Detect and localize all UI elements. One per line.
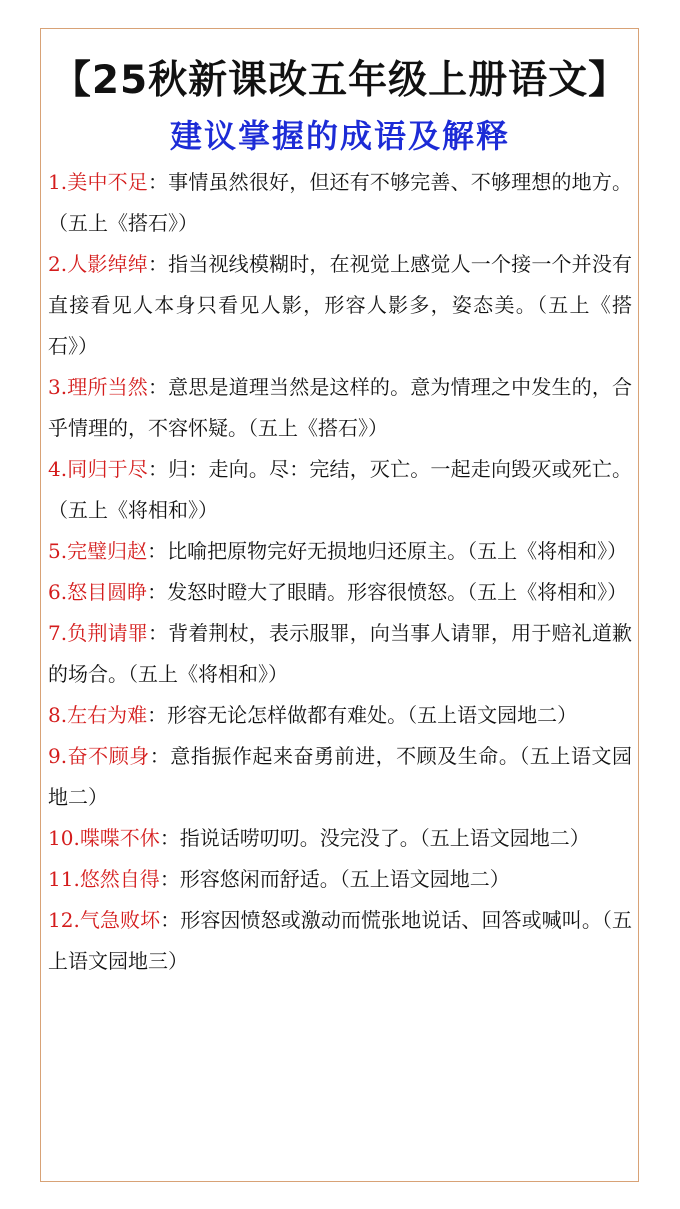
entry-number: 2. [48, 252, 68, 276]
idiom-definition: ：形容悠闲而舒适。（五上语文园地二） [159, 867, 510, 891]
idiom-term: 怒目圆睁 [67, 580, 148, 604]
idiom-definition: ：事情虽然很好，但还有不够完善、不够理想的地方。（五上《搭石》） [48, 170, 633, 235]
idiom-definition: ：发怒时瞪大了眼睛。形容很愤怒。（五上《将相和》） [147, 580, 628, 604]
entry-number: 9. [48, 744, 68, 768]
idiom-term: 气急败坏 [79, 908, 161, 932]
idiom-term: 左右为难 [67, 703, 148, 727]
idiom-definition: ：指当视线模糊时，在视觉上感觉人一个接一个并没有直接看见人本身只看见人影，形容人影多，姿态美。（五上《搭石》） [48, 252, 633, 358]
document-title: 【25秋新课改五年级上册语文】 [51, 58, 629, 103]
idiom-entry [48, 818, 632, 859]
idiom-term: 喋喋不休 [79, 826, 160, 850]
idiom-term: 同归于尽 [67, 457, 148, 481]
entry-number: 7. [48, 621, 68, 645]
idiom-entry [48, 859, 632, 900]
idiom-entry [48, 531, 632, 572]
idiom-definition: ：意思是道理当然是这样的。意为情理之中发生的，合乎情理的，不容怀疑。（五上《搭石》） [48, 375, 633, 440]
entry-number: 12. [48, 908, 80, 932]
idiom-definition: ：比喻把原物完好无损地归还原主。（五上《将相和》） [147, 539, 628, 563]
idiom-term: 完璧归赵 [67, 539, 148, 563]
idiom-entry [48, 736, 632, 818]
entry-number: 6. [48, 580, 68, 604]
entry-number: 3. [48, 375, 68, 399]
idiom-entry [48, 695, 632, 736]
idiom-term: 悠然自得 [79, 867, 160, 891]
idiom-definition: ：归：走向。尽：完结，灭亡。一起走向毁灭或死亡。（五上《将相和》） [48, 457, 633, 522]
entry-number: 4. [48, 457, 68, 481]
idiom-entry [48, 367, 632, 449]
idiom-entry [48, 244, 632, 367]
idiom-term: 美中不足 [67, 170, 148, 194]
idiom-term: 理所当然 [67, 375, 148, 399]
entry-number: 10. [48, 826, 80, 850]
idiom-entry [48, 449, 632, 531]
idiom-term: 负荆请罪 [67, 621, 148, 645]
idiom-definition: ：意指振作起来奋勇前进，不顾及生命。（五上语文园地二） [48, 744, 633, 809]
idiom-list [48, 162, 632, 982]
idiom-entry [48, 613, 632, 695]
idiom-entry [48, 572, 632, 613]
idiom-definition: ：形容无论怎样做都有难处。（五上语文园地二） [147, 703, 578, 727]
document-subtitle: 建议掌握的成语及解释 [169, 117, 510, 155]
idiom-entry [48, 900, 632, 982]
entry-number: 1. [48, 170, 68, 194]
idiom-term: 奋不顾身 [67, 744, 150, 768]
idiom-definition: ：指说话唠叨叨。没完没了。（五上语文园地二） [159, 826, 590, 850]
entry-number: 8. [48, 703, 68, 727]
idiom-definition: ：背着荆杖，表示服罪，向当事人请罪，用于赔礼道歉的场合。（五上《将相和》） [48, 621, 633, 686]
idiom-definition: ：形容因愤怒或激动而慌张地说话、回答或喊叫。（五上语文园地三） [48, 908, 632, 973]
idiom-term: 人影绰绰 [67, 252, 148, 276]
idiom-entry [48, 162, 632, 244]
entry-number: 5. [48, 539, 68, 563]
entry-number: 11. [48, 867, 80, 891]
